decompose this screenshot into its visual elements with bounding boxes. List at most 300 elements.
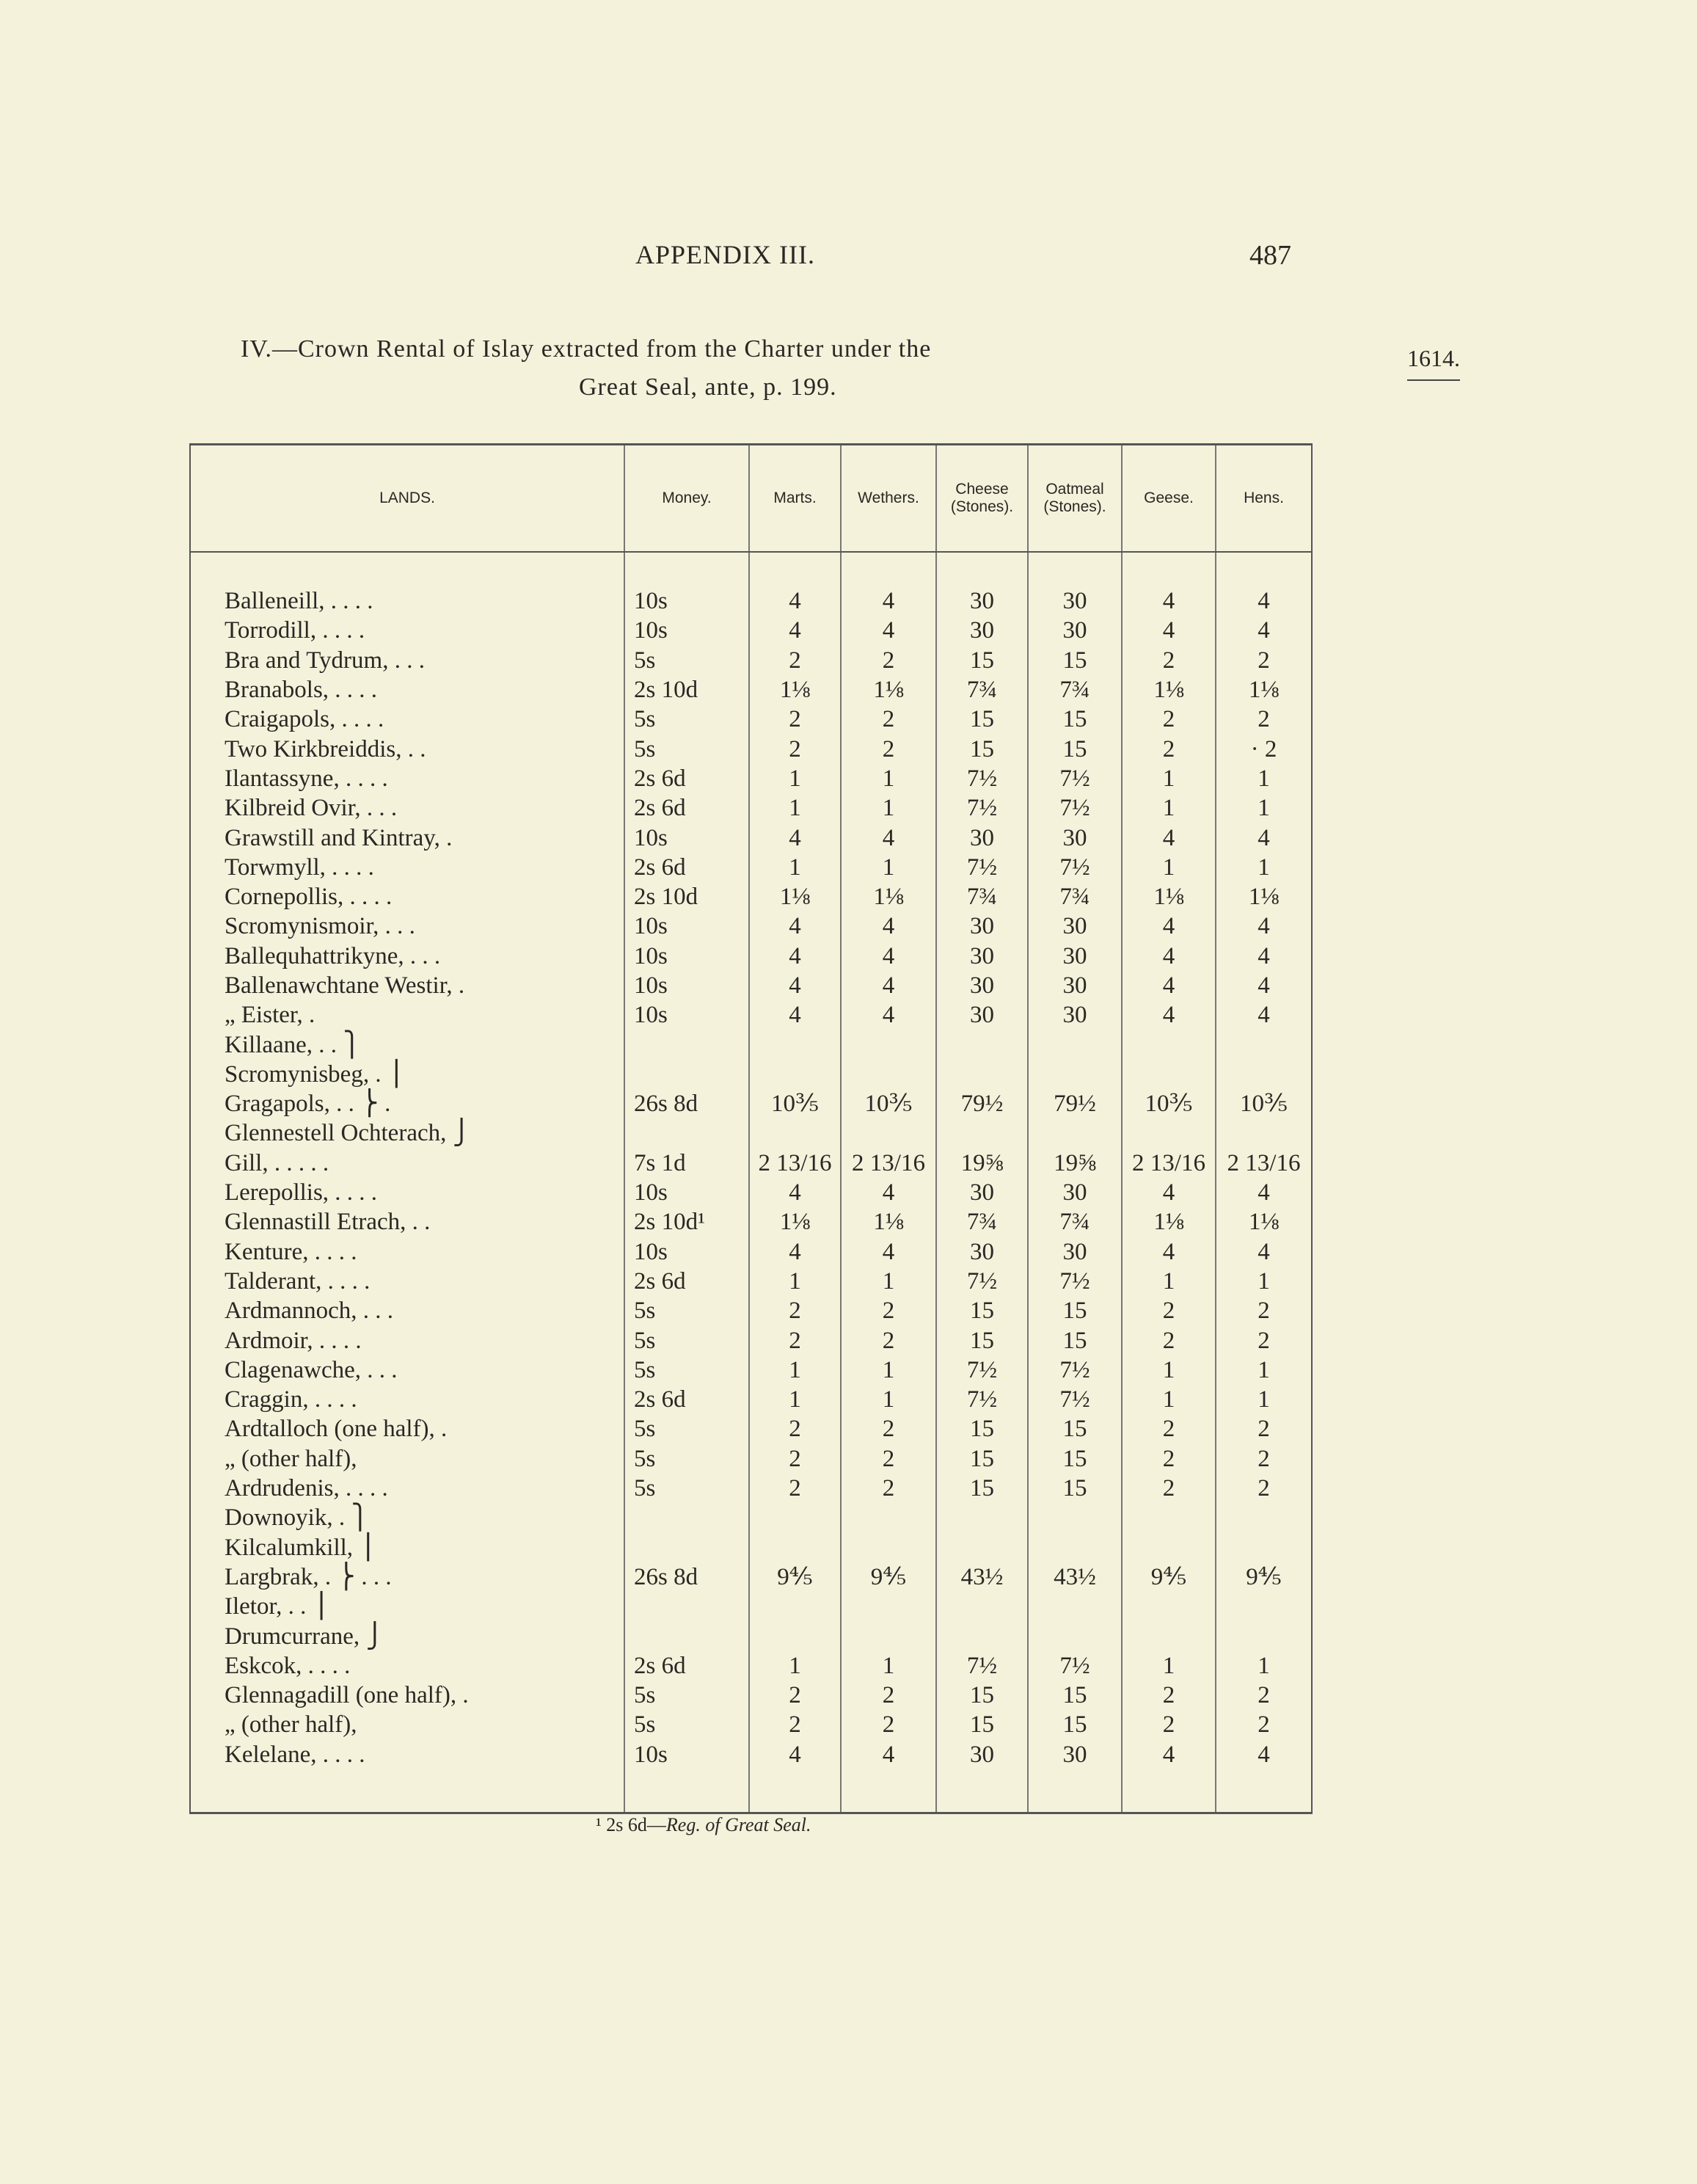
cell-wethers: 4 — [841, 616, 936, 645]
end-cell — [190, 1769, 624, 1813]
cell-lands: Downoyik, . ⎫ — [190, 1503, 624, 1532]
column-header: Hens. — [1216, 445, 1312, 553]
cell-lands: Largbrak, . ⎬ . . . — [190, 1562, 624, 1592]
cell-marts: 2 — [749, 734, 841, 763]
cell-cheese: 7½ — [936, 1651, 1028, 1681]
cell-oatmeal: 7½ — [1028, 793, 1122, 823]
cell-marts: 4 — [749, 1740, 841, 1769]
column-header: Cheese (Stones). — [936, 445, 1028, 553]
cell-cheese: 7½ — [936, 1385, 1028, 1414]
table-row — [190, 942, 1312, 971]
cell-wethers: 2 — [841, 705, 936, 734]
cell-oatmeal: 7½ — [1028, 1267, 1122, 1296]
end-cell — [624, 1769, 749, 1813]
cell-oatmeal — [1028, 1030, 1122, 1059]
cell-lands: Balleneill, . . . . — [190, 586, 624, 616]
cell-money — [624, 1118, 749, 1148]
spacer-cell — [1216, 552, 1312, 586]
cell-oatmeal — [1028, 1533, 1122, 1562]
end-cell — [1028, 1769, 1122, 1813]
cell-geese: 1 — [1122, 764, 1216, 793]
cell-lands: Ardtalloch (one half), . — [190, 1414, 624, 1444]
cell-wethers: 4 — [841, 1178, 936, 1207]
cell-oatmeal: 15 — [1028, 646, 1122, 675]
cell-oatmeal: 15 — [1028, 734, 1122, 763]
cell-wethers — [841, 1060, 936, 1089]
cell-marts: 2 — [749, 1296, 841, 1325]
table-row — [190, 1237, 1312, 1267]
table-row — [190, 1149, 1312, 1178]
cell-cheese: 15 — [936, 1296, 1028, 1325]
cell-oatmeal: 30 — [1028, 942, 1122, 971]
cell-wethers: 1 — [841, 1385, 936, 1414]
cell-money: 5s — [624, 1444, 749, 1474]
cell-wethers: 2 — [841, 646, 936, 675]
cell-money — [624, 1503, 749, 1532]
cell-geese: 2 — [1122, 1474, 1216, 1503]
cell-marts — [749, 1621, 841, 1650]
cell-hens: 4 — [1216, 1237, 1312, 1267]
cell-geese: 4 — [1122, 942, 1216, 971]
cell-geese — [1122, 1118, 1216, 1148]
cell-marts: 4 — [749, 586, 841, 616]
cell-hens: 1⅛ — [1216, 1207, 1312, 1237]
cell-geese: 1 — [1122, 1651, 1216, 1681]
cell-geese: 2 — [1122, 1414, 1216, 1444]
cell-hens — [1216, 1592, 1312, 1621]
cell-geese: 10⅗ — [1122, 1089, 1216, 1118]
spacer-cell — [1028, 552, 1122, 586]
table-row — [190, 1681, 1312, 1710]
cell-marts: 4 — [749, 911, 841, 941]
cell-geese: 2 — [1122, 1444, 1216, 1474]
cell-geese: 4 — [1122, 823, 1216, 852]
cell-money — [624, 1030, 749, 1059]
cell-oatmeal: 7½ — [1028, 1355, 1122, 1385]
table-row — [190, 1030, 1312, 1059]
cell-money: 5s — [624, 1681, 749, 1710]
cell-marts: 4 — [749, 616, 841, 645]
cell-geese: 4 — [1122, 971, 1216, 1000]
cell-money: 5s — [624, 1710, 749, 1739]
table-row — [190, 1444, 1312, 1474]
cell-cheese: 30 — [936, 1000, 1028, 1030]
cell-hens — [1216, 1533, 1312, 1562]
table-row — [190, 1740, 1312, 1769]
cell-marts: 2 — [749, 646, 841, 675]
cell-geese: 1 — [1122, 793, 1216, 823]
cell-cheese: 15 — [936, 1444, 1028, 1474]
cell-lands: Branabols, . . . . — [190, 675, 624, 705]
cell-money: 2s 6d — [624, 793, 749, 823]
cell-lands: Scromynisbeg, . ⎪ — [190, 1060, 624, 1089]
cell-marts: 2 — [749, 1325, 841, 1355]
cell-hens: 2 — [1216, 1325, 1312, 1355]
cell-cheese: 7¾ — [936, 1207, 1028, 1237]
cell-cheese: 15 — [936, 1710, 1028, 1739]
cell-money: 2s 10d — [624, 882, 749, 911]
table-row — [190, 1710, 1312, 1739]
cell-hens: 4 — [1216, 971, 1312, 1000]
cell-geese: 2 — [1122, 646, 1216, 675]
cell-marts: 1 — [749, 1267, 841, 1296]
cell-wethers — [841, 1030, 936, 1059]
spacer-cell — [841, 552, 936, 586]
table-row — [190, 1562, 1312, 1592]
table-row — [190, 705, 1312, 734]
cell-wethers: 4 — [841, 942, 936, 971]
spacer-cell — [190, 552, 624, 586]
cell-lands: Ballequhattrikyne, . . . — [190, 942, 624, 971]
cell-cheese: 15 — [936, 1681, 1028, 1710]
cell-money: 10s — [624, 911, 749, 941]
title-line-1: IV.—Crown Rental of Islay extracted from the Charter under the — [241, 335, 932, 363]
cell-wethers: 2 — [841, 1710, 936, 1739]
cell-money — [624, 1592, 749, 1621]
cell-wethers: 4 — [841, 586, 936, 616]
cell-oatmeal — [1028, 1621, 1122, 1650]
cell-hens: 2 — [1216, 1414, 1312, 1444]
cell-money: 10s — [624, 823, 749, 852]
cell-wethers: 4 — [841, 971, 936, 1000]
cell-lands: Ardmoir, . . . . — [190, 1325, 624, 1355]
table-row — [190, 793, 1312, 823]
cell-hens: 4 — [1216, 911, 1312, 941]
cell-hens: 4 — [1216, 823, 1312, 852]
cell-cheese: 15 — [936, 646, 1028, 675]
cell-money: 2s 10d¹ — [624, 1207, 749, 1237]
cell-marts — [749, 1060, 841, 1089]
cell-money: 10s — [624, 1740, 749, 1769]
cell-money — [624, 1060, 749, 1089]
cell-geese: 4 — [1122, 616, 1216, 645]
footnote-amount: 2s 6d— — [606, 1814, 666, 1835]
cell-oatmeal: 30 — [1028, 911, 1122, 941]
cell-cheese: 30 — [936, 942, 1028, 971]
cell-oatmeal: 15 — [1028, 1710, 1122, 1739]
cell-marts: 2 — [749, 1710, 841, 1739]
cell-marts: 2 — [749, 705, 841, 734]
table-header-row — [190, 445, 1312, 553]
cell-hens: 1⅛ — [1216, 675, 1312, 705]
cell-oatmeal: 15 — [1028, 1325, 1122, 1355]
cell-geese: 4 — [1122, 1740, 1216, 1769]
cell-oatmeal: 15 — [1028, 1414, 1122, 1444]
table-row — [190, 1355, 1312, 1385]
cell-money: 5s — [624, 734, 749, 763]
cell-wethers — [841, 1533, 936, 1562]
cell-oatmeal — [1028, 1503, 1122, 1532]
cell-wethers: 2 — [841, 1444, 936, 1474]
cell-hens: 2 — [1216, 705, 1312, 734]
cell-cheese: 30 — [936, 1178, 1028, 1207]
table-row — [190, 1414, 1312, 1444]
cell-cheese: 15 — [936, 705, 1028, 734]
cell-cheese: 30 — [936, 586, 1028, 616]
cell-lands: Drumcurrane, ⎭ — [190, 1621, 624, 1650]
cell-hens: 2 13/16 — [1216, 1149, 1312, 1178]
column-header: Geese. — [1122, 445, 1216, 553]
table-row — [190, 1474, 1312, 1503]
cell-cheese: 15 — [936, 1474, 1028, 1503]
cell-geese: 2 — [1122, 734, 1216, 763]
cell-oatmeal: 30 — [1028, 1740, 1122, 1769]
cell-hens: 1 — [1216, 853, 1312, 882]
cell-lands: Glennestell Ochterach, ⎭ — [190, 1118, 624, 1148]
cell-oatmeal: 15 — [1028, 1474, 1122, 1503]
cell-hens: 1 — [1216, 1267, 1312, 1296]
table-row — [190, 1000, 1312, 1030]
cell-lands: Torrodill, . . . . — [190, 616, 624, 645]
cell-marts: 4 — [749, 1237, 841, 1267]
end-cell — [936, 1769, 1028, 1813]
cell-money: 10s — [624, 586, 749, 616]
cell-money: 2s 6d — [624, 1267, 749, 1296]
cell-lands: Gragapols, . . ⎬ . — [190, 1089, 624, 1118]
cell-money: 26s 8d — [624, 1089, 749, 1118]
cell-cheese: 7½ — [936, 793, 1028, 823]
cell-wethers: 4 — [841, 911, 936, 941]
cell-geese: 9⅘ — [1122, 1562, 1216, 1592]
cell-cheese: 30 — [936, 971, 1028, 1000]
cell-hens: 4 — [1216, 1178, 1312, 1207]
cell-lands: Glennagadill (one half), . — [190, 1681, 624, 1710]
spacer-cell — [936, 552, 1028, 586]
cell-marts: 2 — [749, 1444, 841, 1474]
cell-oatmeal: 30 — [1028, 823, 1122, 852]
cell-money: 5s — [624, 1296, 749, 1325]
cell-geese: 4 — [1122, 911, 1216, 941]
cell-marts — [749, 1592, 841, 1621]
cell-cheese: 43½ — [936, 1562, 1028, 1592]
table-row — [190, 1385, 1312, 1414]
cell-lands: Killaane, . . ⎫ — [190, 1030, 624, 1059]
cell-geese: 1 — [1122, 1267, 1216, 1296]
table-row — [190, 1533, 1312, 1562]
table-row — [190, 1296, 1312, 1325]
cell-marts: 1⅛ — [749, 675, 841, 705]
spacer-cell — [749, 552, 841, 586]
cell-oatmeal: 19⅝ — [1028, 1149, 1122, 1178]
cell-marts — [749, 1030, 841, 1059]
cell-geese — [1122, 1503, 1216, 1532]
cell-lands: Kelelane, . . . . — [190, 1740, 624, 1769]
end-cell — [841, 1769, 936, 1813]
cell-wethers: 9⅘ — [841, 1562, 936, 1592]
cell-oatmeal: 15 — [1028, 1681, 1122, 1710]
spacer-cell — [1122, 552, 1216, 586]
cell-money: 2s 6d — [624, 764, 749, 793]
cell-wethers: 4 — [841, 1237, 936, 1267]
cell-hens: 1 — [1216, 793, 1312, 823]
cell-wethers — [841, 1621, 936, 1650]
table-row — [190, 1503, 1312, 1532]
cell-lands: Ardrudenis, . . . . — [190, 1474, 624, 1503]
end-cell — [749, 1769, 841, 1813]
cell-geese — [1122, 1621, 1216, 1650]
cell-money: 26s 8d — [624, 1562, 749, 1592]
cell-marts: 1⅛ — [749, 1207, 841, 1237]
cell-hens: 4 — [1216, 616, 1312, 645]
cell-lands: „ (other half), — [190, 1444, 624, 1474]
cell-cheese: 79½ — [936, 1089, 1028, 1118]
cell-marts: 1 — [749, 793, 841, 823]
footnote-source: Reg. of Great Seal. — [665, 1814, 811, 1835]
margin-year: 1614. — [1407, 345, 1460, 381]
cell-oatmeal — [1028, 1060, 1122, 1089]
cell-cheese — [936, 1503, 1028, 1532]
cell-marts — [749, 1503, 841, 1532]
cell-geese: 4 — [1122, 1000, 1216, 1030]
table-row — [190, 911, 1312, 941]
cell-hens: · 2 — [1216, 734, 1312, 763]
cell-lands: Two Kirkbreiddis, . . — [190, 734, 624, 763]
cell-cheese: 7¾ — [936, 882, 1028, 911]
cell-marts: 1 — [749, 764, 841, 793]
column-header: Money. — [624, 445, 749, 553]
cell-hens — [1216, 1060, 1312, 1089]
cell-hens: 1 — [1216, 1385, 1312, 1414]
cell-wethers: 10⅗ — [841, 1089, 936, 1118]
table-row — [190, 616, 1312, 645]
cell-money — [624, 1533, 749, 1562]
cell-geese — [1122, 1533, 1216, 1562]
column-header: Oatmeal (Stones). — [1028, 445, 1122, 553]
cell-money: 5s — [624, 705, 749, 734]
cell-geese: 2 13/16 — [1122, 1149, 1216, 1178]
cell-money: 10s — [624, 616, 749, 645]
cell-hens: 4 — [1216, 1000, 1312, 1030]
cell-oatmeal: 7½ — [1028, 853, 1122, 882]
cell-marts: 1 — [749, 1385, 841, 1414]
cell-geese: 4 — [1122, 1178, 1216, 1207]
cell-wethers — [841, 1118, 936, 1148]
table-row — [190, 971, 1312, 1000]
cell-money: 5s — [624, 1325, 749, 1355]
cell-geese: 2 — [1122, 1325, 1216, 1355]
cell-marts: 4 — [749, 942, 841, 971]
cell-geese — [1122, 1060, 1216, 1089]
cell-geese: 4 — [1122, 1237, 1216, 1267]
cell-oatmeal: 30 — [1028, 1000, 1122, 1030]
cell-geese — [1122, 1592, 1216, 1621]
cell-wethers: 1 — [841, 853, 936, 882]
cell-money: 10s — [624, 942, 749, 971]
cell-hens — [1216, 1621, 1312, 1650]
cell-wethers: 1 — [841, 764, 936, 793]
cell-oatmeal: 7¾ — [1028, 675, 1122, 705]
cell-geese — [1122, 1030, 1216, 1059]
cell-wethers: 1 — [841, 1355, 936, 1385]
cell-cheese: 30 — [936, 1740, 1028, 1769]
cell-cheese: 7½ — [936, 764, 1028, 793]
table-row — [190, 1651, 1312, 1681]
table-row — [190, 1089, 1312, 1118]
cell-money: 2s 10d — [624, 675, 749, 705]
cell-oatmeal: 30 — [1028, 586, 1122, 616]
table-row — [190, 1592, 1312, 1621]
cell-lands: Glennastill Etrach, . . — [190, 1207, 624, 1237]
cell-marts: 9⅘ — [749, 1562, 841, 1592]
cell-hens: 1 — [1216, 1355, 1312, 1385]
cell-cheese — [936, 1118, 1028, 1148]
cell-cheese — [936, 1060, 1028, 1089]
cell-marts: 4 — [749, 971, 841, 1000]
cell-geese: 1 — [1122, 1385, 1216, 1414]
cell-oatmeal: 15 — [1028, 1296, 1122, 1325]
column-header: LANDS. — [190, 445, 624, 553]
cell-lands: Craggin, . . . . — [190, 1385, 624, 1414]
cell-lands: Kilbreid Ovir, . . . — [190, 793, 624, 823]
cell-wethers: 2 — [841, 1474, 936, 1503]
cell-cheese: 7¾ — [936, 675, 1028, 705]
cell-wethers — [841, 1503, 936, 1532]
cell-money: 2s 6d — [624, 1385, 749, 1414]
cell-hens — [1216, 1118, 1312, 1148]
cell-oatmeal: 79½ — [1028, 1089, 1122, 1118]
table-row — [190, 646, 1312, 675]
cell-marts: 4 — [749, 1000, 841, 1030]
cell-cheese: 15 — [936, 734, 1028, 763]
cell-marts: 2 — [749, 1414, 841, 1444]
cell-hens: 2 — [1216, 1296, 1312, 1325]
footnote-marker: ¹ — [596, 1814, 602, 1835]
cell-money: 10s — [624, 971, 749, 1000]
cell-geese: 1 — [1122, 853, 1216, 882]
cell-marts — [749, 1533, 841, 1562]
cell-geese: 2 — [1122, 1681, 1216, 1710]
cell-oatmeal — [1028, 1592, 1122, 1621]
cell-marts: 1⅛ — [749, 882, 841, 911]
cell-oatmeal: 30 — [1028, 1237, 1122, 1267]
cell-money: 10s — [624, 1000, 749, 1030]
table-row — [190, 1621, 1312, 1650]
table-row — [190, 823, 1312, 852]
cell-hens: 2 — [1216, 1474, 1312, 1503]
cell-money: 10s — [624, 1237, 749, 1267]
cell-lands: „ (other half), — [190, 1710, 624, 1739]
cell-money: 5s — [624, 1474, 749, 1503]
cell-money: 10s — [624, 1178, 749, 1207]
cell-oatmeal: 43½ — [1028, 1562, 1122, 1592]
cell-wethers: 2 — [841, 734, 936, 763]
cell-lands: Grawstill and Kintray, . — [190, 823, 624, 852]
table-row — [190, 675, 1312, 705]
cell-wethers: 2 — [841, 1325, 936, 1355]
cell-cheese — [936, 1621, 1028, 1650]
cell-lands: Craigapols, . . . . — [190, 705, 624, 734]
cell-cheese — [936, 1533, 1028, 1562]
cell-lands: Clagenawche, . . . — [190, 1355, 624, 1385]
cell-oatmeal: 7½ — [1028, 1651, 1122, 1681]
cell-wethers: 1⅛ — [841, 675, 936, 705]
cell-wethers: 1 — [841, 1651, 936, 1681]
cell-lands: Talderant, . . . . — [190, 1267, 624, 1296]
cell-wethers: 4 — [841, 1000, 936, 1030]
cell-wethers: 4 — [841, 823, 936, 852]
cell-cheese: 19⅝ — [936, 1149, 1028, 1178]
column-header: Wethers. — [841, 445, 936, 553]
cell-wethers: 2 13/16 — [841, 1149, 936, 1178]
cell-wethers — [841, 1592, 936, 1621]
cell-wethers: 1⅛ — [841, 1207, 936, 1237]
cell-lands: Eskcok, . . . . — [190, 1651, 624, 1681]
cell-wethers: 4 — [841, 1740, 936, 1769]
cell-oatmeal — [1028, 1118, 1122, 1148]
end-cell — [1216, 1769, 1312, 1813]
cell-oatmeal: 30 — [1028, 1178, 1122, 1207]
cell-hens: 1⅛ — [1216, 882, 1312, 911]
